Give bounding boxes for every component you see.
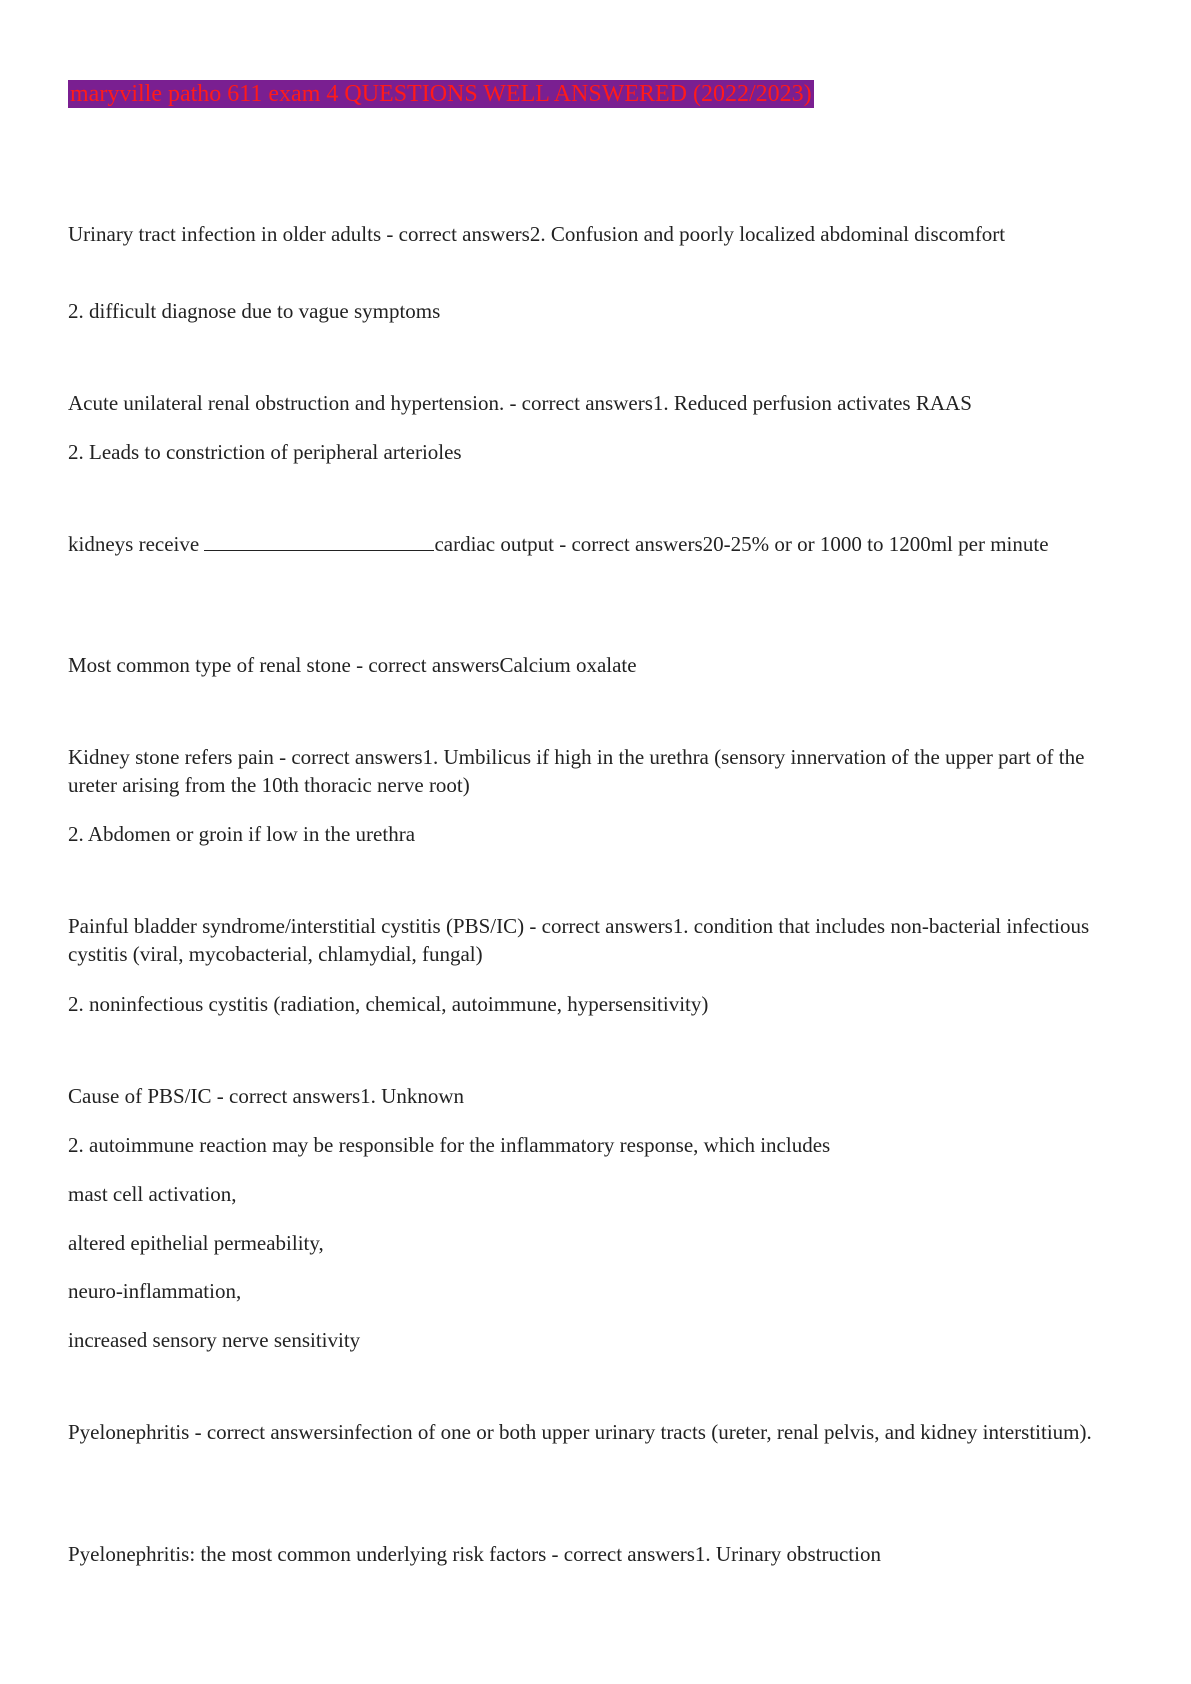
entry-pyelo-risk-question: Pyelonephritis: the most common underlying risk factors - correct answers1. Urinary obstruction [68,1542,881,1566]
entry-kidneys-question [68,530,1128,558]
entry-uti-answer-2: 2. difficult diagnose due to vague symptoms [68,299,441,323]
entry-obstruction-answer-2: 2. Leads to constriction of peripheral arterioles [68,440,462,464]
entry-pbs-cause-line-6: increased sensory nerve sensitivity [68,1328,361,1352]
entry-stone-pain-answer-2: 2. Abdomen or groin if low in the urethra [68,822,416,846]
entry-pbs-cause-question: Cause of PBS/IC - correct answers1. Unknown [68,1084,465,1108]
entry-pyelo-question: Pyelonephritis - correct answersinfection of one or both upper urinary tracts (ureter, renal pelvis, and kidney interstitium). [68,1420,1092,1444]
entry-pbs-cause-answer-2: 2. autoimmune reaction may be responsible for the inflammatory response, which includes [68,1133,831,1157]
document-title: maryville patho 611 exam 4 QUESTIONS WELL ANSWERED (2022/2023) [70,81,812,107]
entry-uti-question: Urinary tract infection in older adults - correct answers2. Confusion and poorly localized abdominal discomfort [68,222,1006,246]
entry-obstruction-question: Acute unilateral renal obstruction and hypertension. - correct answers1. Reduced perfusion activates RAAS [68,391,972,415]
entry-pbs-cause-line-4: altered epithelial permeability, [68,1231,324,1255]
fill-in-blank-line [204,532,434,551]
entry-kidneys-after-blank: cardiac output - correct answers20-25% or or 1000 to 1200ml per minute [434,532,1049,556]
entry-stone-type: Most common type of renal stone - correct answersCalcium oxalate [68,653,637,677]
entry-pbs-question: Painful bladder syndrome/interstitial cystitis (PBS/IC) - correct answers1. condition that includes non-bacterial infectious cystitis (viral, mycobacterial, chlamydial, fungal) [68,914,1090,966]
entry-pbs-cause-line-5: neuro-inflammation, [68,1279,242,1303]
entry-pbs-cause-line-3: mast cell activation, [68,1182,237,1206]
entry-kidneys-before-blank: kidneys receive [68,532,205,556]
entry-stone-pain-question: Kidney stone refers pain - correct answers1. Umbilicus if high in the urethra (sensory innervation of the upper part of the ureter arising from the 10th thoracic nerve root) [68,745,1085,797]
entry-pbs-answer-2: 2. noninfectious cystitis (radiation, chemical, autoimmune, hypersensitivity) [68,992,709,1016]
